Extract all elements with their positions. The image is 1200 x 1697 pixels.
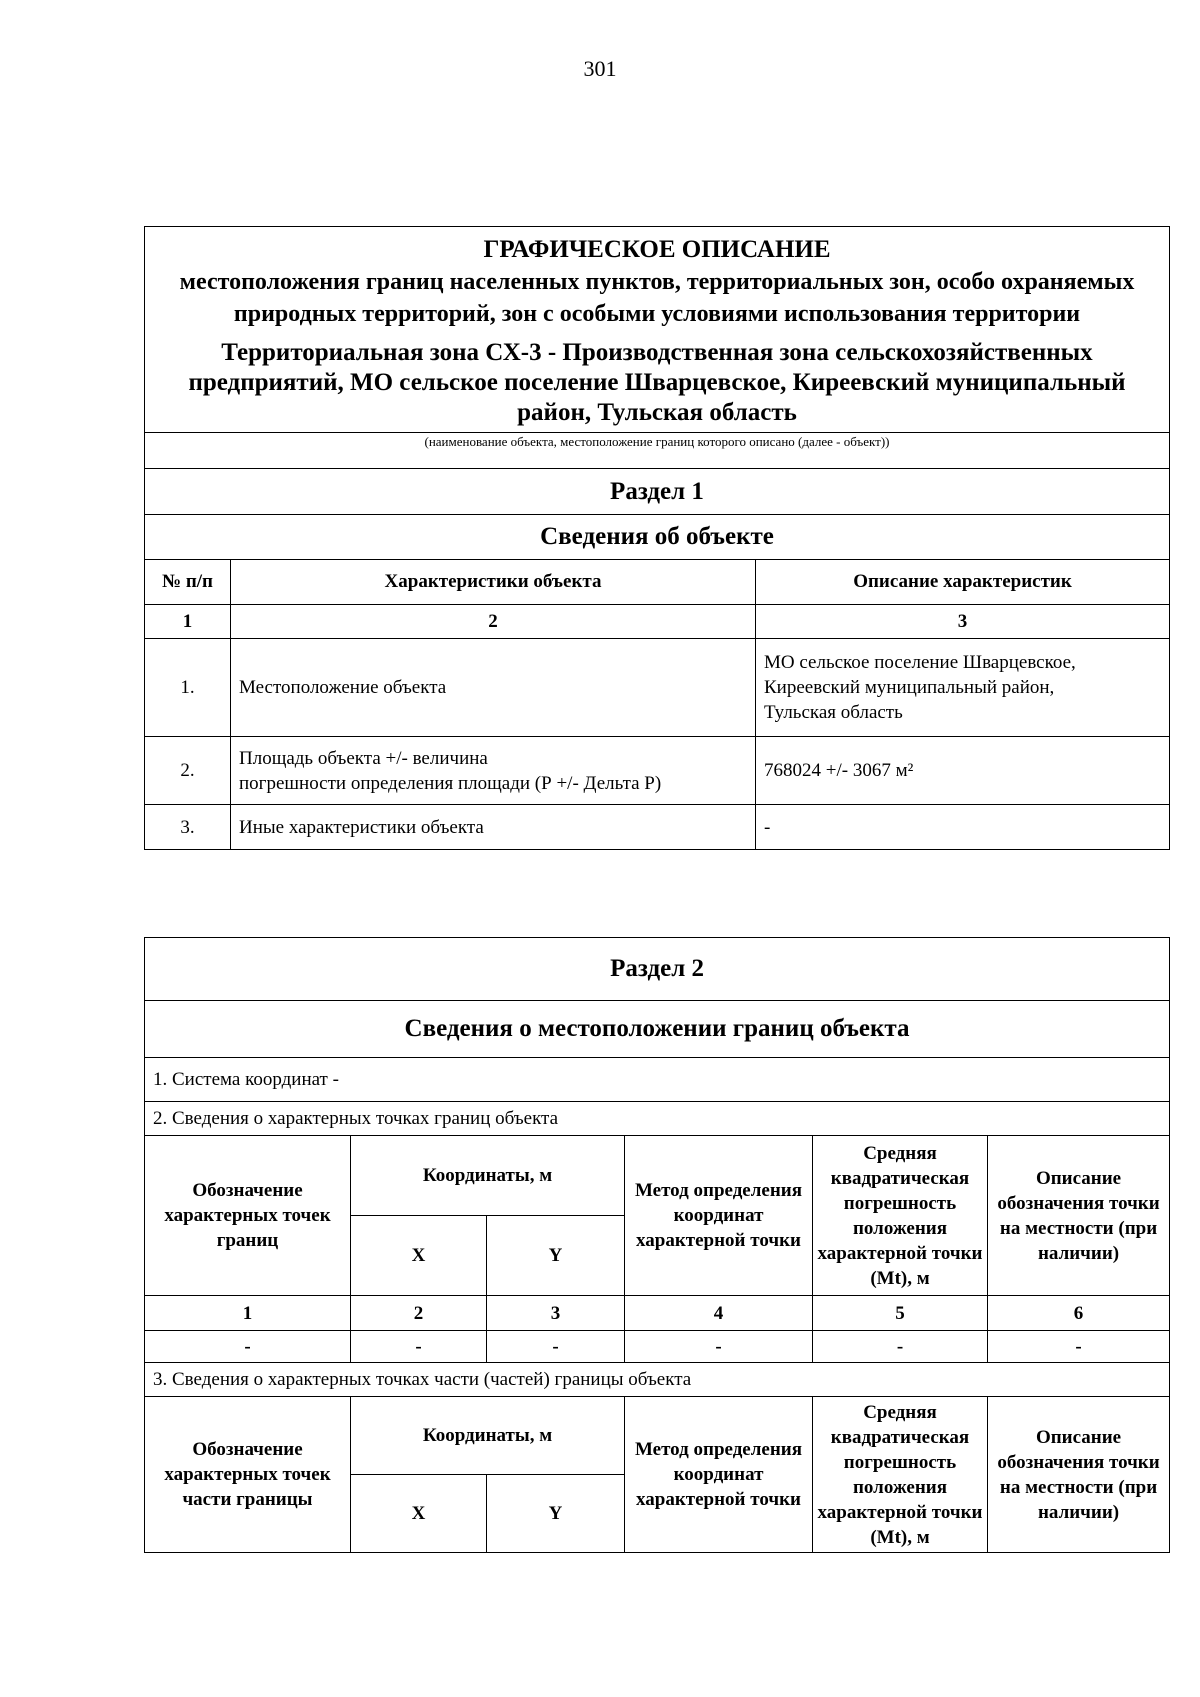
parts-description-header: Описание обозначения точки на местности (при наличии): [988, 1397, 1170, 1553]
points-col-number: 1: [145, 1296, 351, 1331]
parts-error-header: Средняя квадратическая погрешность положения характерной точки (Mt), м: [813, 1397, 988, 1553]
section2-title: Сведения о местоположении границ объекта: [145, 1001, 1170, 1058]
row-characteristic: Иные характеристики объекта: [231, 805, 756, 850]
object-name: Территориальная зона СХ-3 - Производственная зона сельскохозяйственных предприятий, МО сельское поселение Шварцевское, Киреевский муниципальный район, Тульская область: [188, 339, 1126, 426]
description-line: МО сельское поселение Шварцевское,: [764, 652, 1076, 673]
characteristic-line: погрешности определения площади (Р +/- Дельта Р): [239, 772, 662, 794]
parts-coords-header: Координаты, м: [351, 1397, 625, 1475]
points-empty-cell: -: [487, 1331, 625, 1363]
section1-table: [144, 226, 1170, 850]
document-subtitle: местоположения границ населенных пунктов, территориальных зон, особо охраняемых природных территорий, зон с особыми условиями использования территории: [179, 269, 1135, 327]
row-description: 768024 +/- 3067 м²: [756, 737, 1170, 805]
points-empty-cell: -: [351, 1331, 487, 1363]
description-line: Тульская область: [764, 702, 903, 723]
parts-title: 3. Сведения о характерных точках части (частей) границы объекта: [145, 1363, 1170, 1397]
parts-x-header: X: [351, 1475, 487, 1553]
col-number-1: 1: [145, 605, 231, 639]
points-coords-header: Координаты, м: [351, 1136, 625, 1216]
points-col-number: 5: [813, 1296, 988, 1331]
col-header-description: Описание характеристик: [756, 560, 1170, 605]
parts-method-header: Метод определения координат характерной точки: [625, 1397, 813, 1553]
row-characteristic: Местоположение объекта: [231, 639, 756, 737]
points-y-header: Y: [487, 1216, 625, 1296]
points-col-number: 3: [487, 1296, 625, 1331]
row-characteristic: [231, 737, 756, 805]
row-number: 2.: [145, 737, 231, 805]
row-description: -: [756, 805, 1170, 850]
points-empty-cell: -: [145, 1331, 351, 1363]
parts-y-header: Y: [487, 1475, 625, 1553]
col-header-number: № п/п: [145, 560, 231, 605]
row-description: [756, 639, 1170, 737]
table-row: [145, 805, 1170, 850]
points-empty-cell: -: [988, 1331, 1170, 1363]
page-number: 301: [583, 56, 617, 81]
points-col-number: 2: [351, 1296, 487, 1331]
characteristic-line: Площадь объекта +/- величина: [239, 747, 488, 769]
points-empty-cell: -: [813, 1331, 988, 1363]
points-description-header: Описание обозначения точки на местности (при наличии): [988, 1136, 1170, 1296]
points-title: 2. Сведения о характерных точках границ объекта: [145, 1102, 1170, 1136]
row-number: 1.: [145, 639, 231, 737]
table-row: [145, 737, 1170, 805]
description-line: Киреевский муниципальный район,: [764, 677, 1055, 698]
points-col-number: 6: [988, 1296, 1170, 1331]
document-header: [145, 227, 1170, 433]
points-col-number: 4: [625, 1296, 813, 1331]
col-number-3: 3: [756, 605, 1170, 639]
table-row: [145, 1331, 1170, 1363]
col-header-characteristic: Характеристики объекта: [231, 560, 756, 605]
row-number: 3.: [145, 805, 231, 850]
section2-heading: Раздел 2: [145, 938, 1170, 1001]
coordinate-system: 1. Система координат -: [145, 1058, 1170, 1102]
section1-heading: Раздел 1: [145, 469, 1170, 515]
parts-designation-header: Обозначение характерных точек части границы: [145, 1397, 351, 1553]
section1-title: Сведения об объекте: [145, 515, 1170, 560]
points-x-header: X: [351, 1216, 487, 1296]
object-name-note: (наименование объекта, местоположение границ которого описано (далее - объект)): [145, 433, 1170, 469]
col-number-2: 2: [231, 605, 756, 639]
section2-table: [144, 937, 1170, 1553]
points-empty-cell: -: [625, 1331, 813, 1363]
points-designation-header: Обозначение характерных точек границ: [145, 1136, 351, 1296]
table-row: [145, 639, 1170, 737]
document-title: ГРАФИЧЕСКОЕ ОПИСАНИЕ: [483, 236, 831, 263]
points-method-header: Метод определения координат характерной точки: [625, 1136, 813, 1296]
points-error-header: Средняя квадратическая погрешность положения характерной точки (Mt), м: [813, 1136, 988, 1296]
